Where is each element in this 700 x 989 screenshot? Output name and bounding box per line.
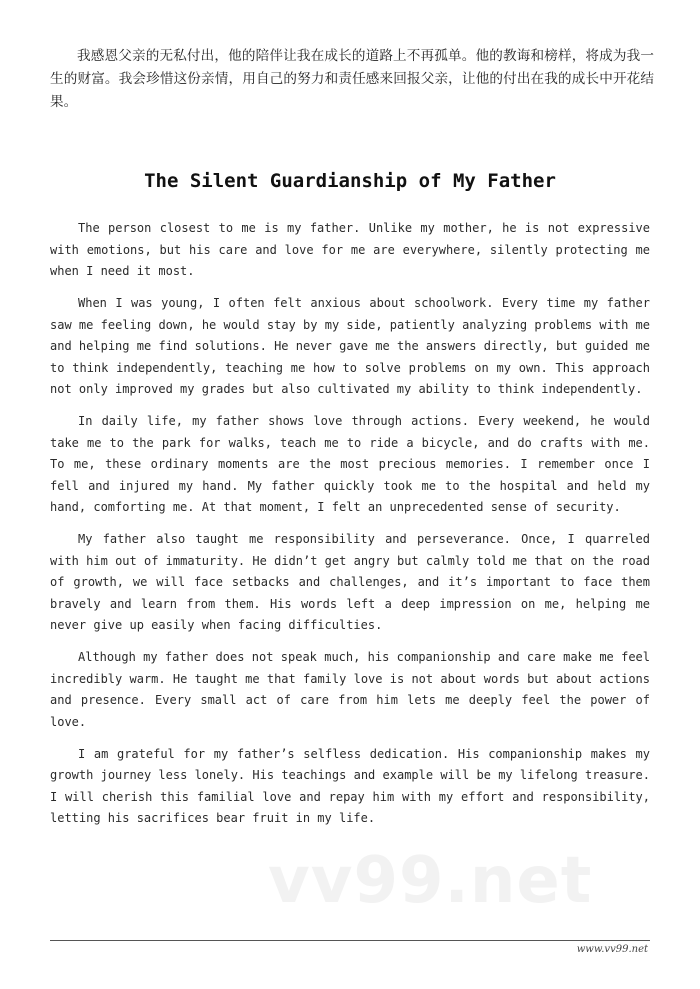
body-paragraph-3: In daily life, my father shows love through actions. Every weekend, he would take me to the park for walks, teach me to ride a bicycle, and do crafts with me. To me, these ordinary moments are the most precious memories. I remember once I fell and injured my hand. My father quickly took me to the hospital and held my hand, comforting me. At that moment, I felt an unprecedented sense of security. xyxy=(50,414,650,514)
article-title: The Silent Guardianship of My Father xyxy=(144,170,556,192)
footer-url: www.vv99.net xyxy=(576,944,648,955)
watermark: vv99.net xyxy=(268,844,593,918)
body-paragraph-2: When I was young, I often felt anxious about schoolwork. Every time my father saw me feeling down, he would stay by my side, patiently analyzing problems with me and helping me find solutions. He never gave me the answers directly, but guided me to think independently, teaching me how to solve problems on my own. This approach not only improved my grades but also cultivated my ability to think independently. xyxy=(50,296,650,396)
body-paragraph-5: Although my father does not speak much, his companionship and care make me feel incredibly warm. He taught me that family love is not about words but about actions and presence. Every small act of care from him lets me deeply feel the power of love. xyxy=(50,650,650,729)
footer-divider xyxy=(50,940,650,941)
body-paragraph-6: I am grateful for my father’s selfless dedication. His companionship makes my growth journey less lonely. His teachings and example will be my lifelong treasure. I will cherish this familial love and repay him with my effort and responsibility, letting his sacrifices bear fruit in my life. xyxy=(50,746,650,825)
article-body xyxy=(50,218,650,840)
intro-paragraph-chinese: 我感恩父亲的无私付出，他的陪伴让我在成长的道路上不再孤单。他的教诲和榜样，将成为我一生的财富。我会珍惜这份亲情，用自己的努力和责任感来回报父亲，让他的付出在我的成长中开花结果。 xyxy=(50,48,654,110)
body-paragraph-1: The person closest to me is my father. Unlike my mother, he is not expressive with emotions, but his care and love for me are everywhere, silently protecting me when I need it most. xyxy=(50,221,650,278)
body-paragraph-4: My father also taught me responsibility and perseverance. Once, I quarreled with him out of immaturity. He didn’t get angry but calmly told me that on the road of growth, we will face setbacks and challenges, and it’s important to face them bravely and learn from them. His words left a deep impression on me, helping me never give up easily when facing difficulties. xyxy=(50,532,650,632)
